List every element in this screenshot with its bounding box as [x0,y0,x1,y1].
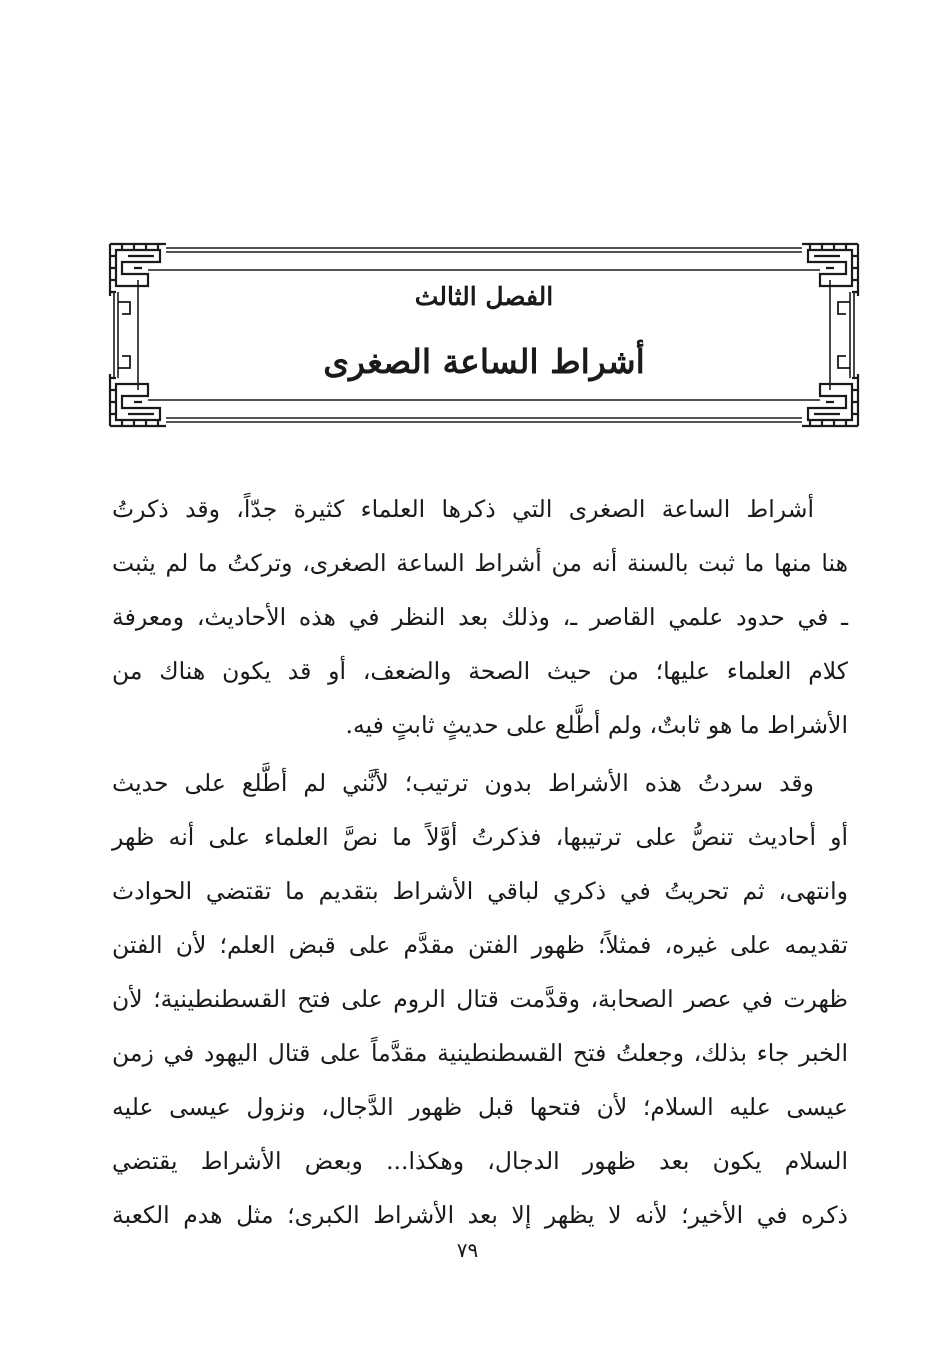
chapter-label: الفصل الثالث [414,282,554,311]
text-line: السلام يكون بعد ظهور الدجال، وهكذا... وبعض الأشراط يقتضي [112,1147,848,1175]
text-line: وقد سردتُ هذه الأشراط بدون ترتيب؛ لأنَّني لم أطَّلع على حديث [112,769,814,797]
paragraph-1 [112,482,848,752]
text-line: وانتهى، ثم تحريتُ في ذكري لباقي الأشراط بتقديم ما تقتضي الحوادث [112,877,848,905]
text-line: ذكره في الأخير؛ لأنه لا يظهر إلا بعد الأشراط الكبرى؛ مثل هدم الكعبة [112,1201,848,1229]
page-number: ٧٩ [456,1238,479,1262]
text-line: ظهرت في عصر الصحابة، وقدَّمت قتال الروم على فتح القسطنطينية؛ لأن [112,985,848,1013]
text-line: تقديمه على غيره، فمثلاً؛ ظهور الفتن مقدَّم على قبض العلم؛ لأن الفتن [112,931,848,959]
text-line: الأشراط ما هو ثابتٌ، ولم أطَّلع على حديثٍ ثابتٍ فيه. [345,711,848,739]
ornamental-border-icon [108,240,860,430]
text-line: هنا منها ما ثبت بالسنة أنه من أشراط الساعة الصغرى، وتركتُ ما لم يثبت [112,549,848,577]
paragraph-2 [112,756,848,1242]
text-line: كلام العلماء عليها؛ من حيث الصحة والضعف، أو قد يكون هناك من [112,657,848,685]
text-line: عيسى عليه السلام؛ لأن فتحها قبل ظهور الدَّجال، ونزول عيسى عليه [112,1093,848,1121]
chapter-title: أشراط الساعة الصغرى [323,342,645,381]
text-line: أو أحاديث تنصُّ على ترتيبها، فذكرتُ أوَّلاً ما نصَّ العلماء على أنه ظهر [112,823,848,851]
text-line: أشراط الساعة الصغرى التي ذكرها العلماء كثيرة جدّاً، وقد ذكرتُ [112,495,814,523]
text-line: الخبر جاء بذلك، وجعلتُ فتح القسطنطينية مقدَّماً على قتال اليهود في زمن [112,1039,848,1067]
body-text [112,482,848,1242]
text-line: ـ في حدود علمي القاصر ـ، وذلك بعد النظر في هذه الأحاديث، ومعرفة [112,603,848,631]
chapter-header-frame [108,240,860,430]
